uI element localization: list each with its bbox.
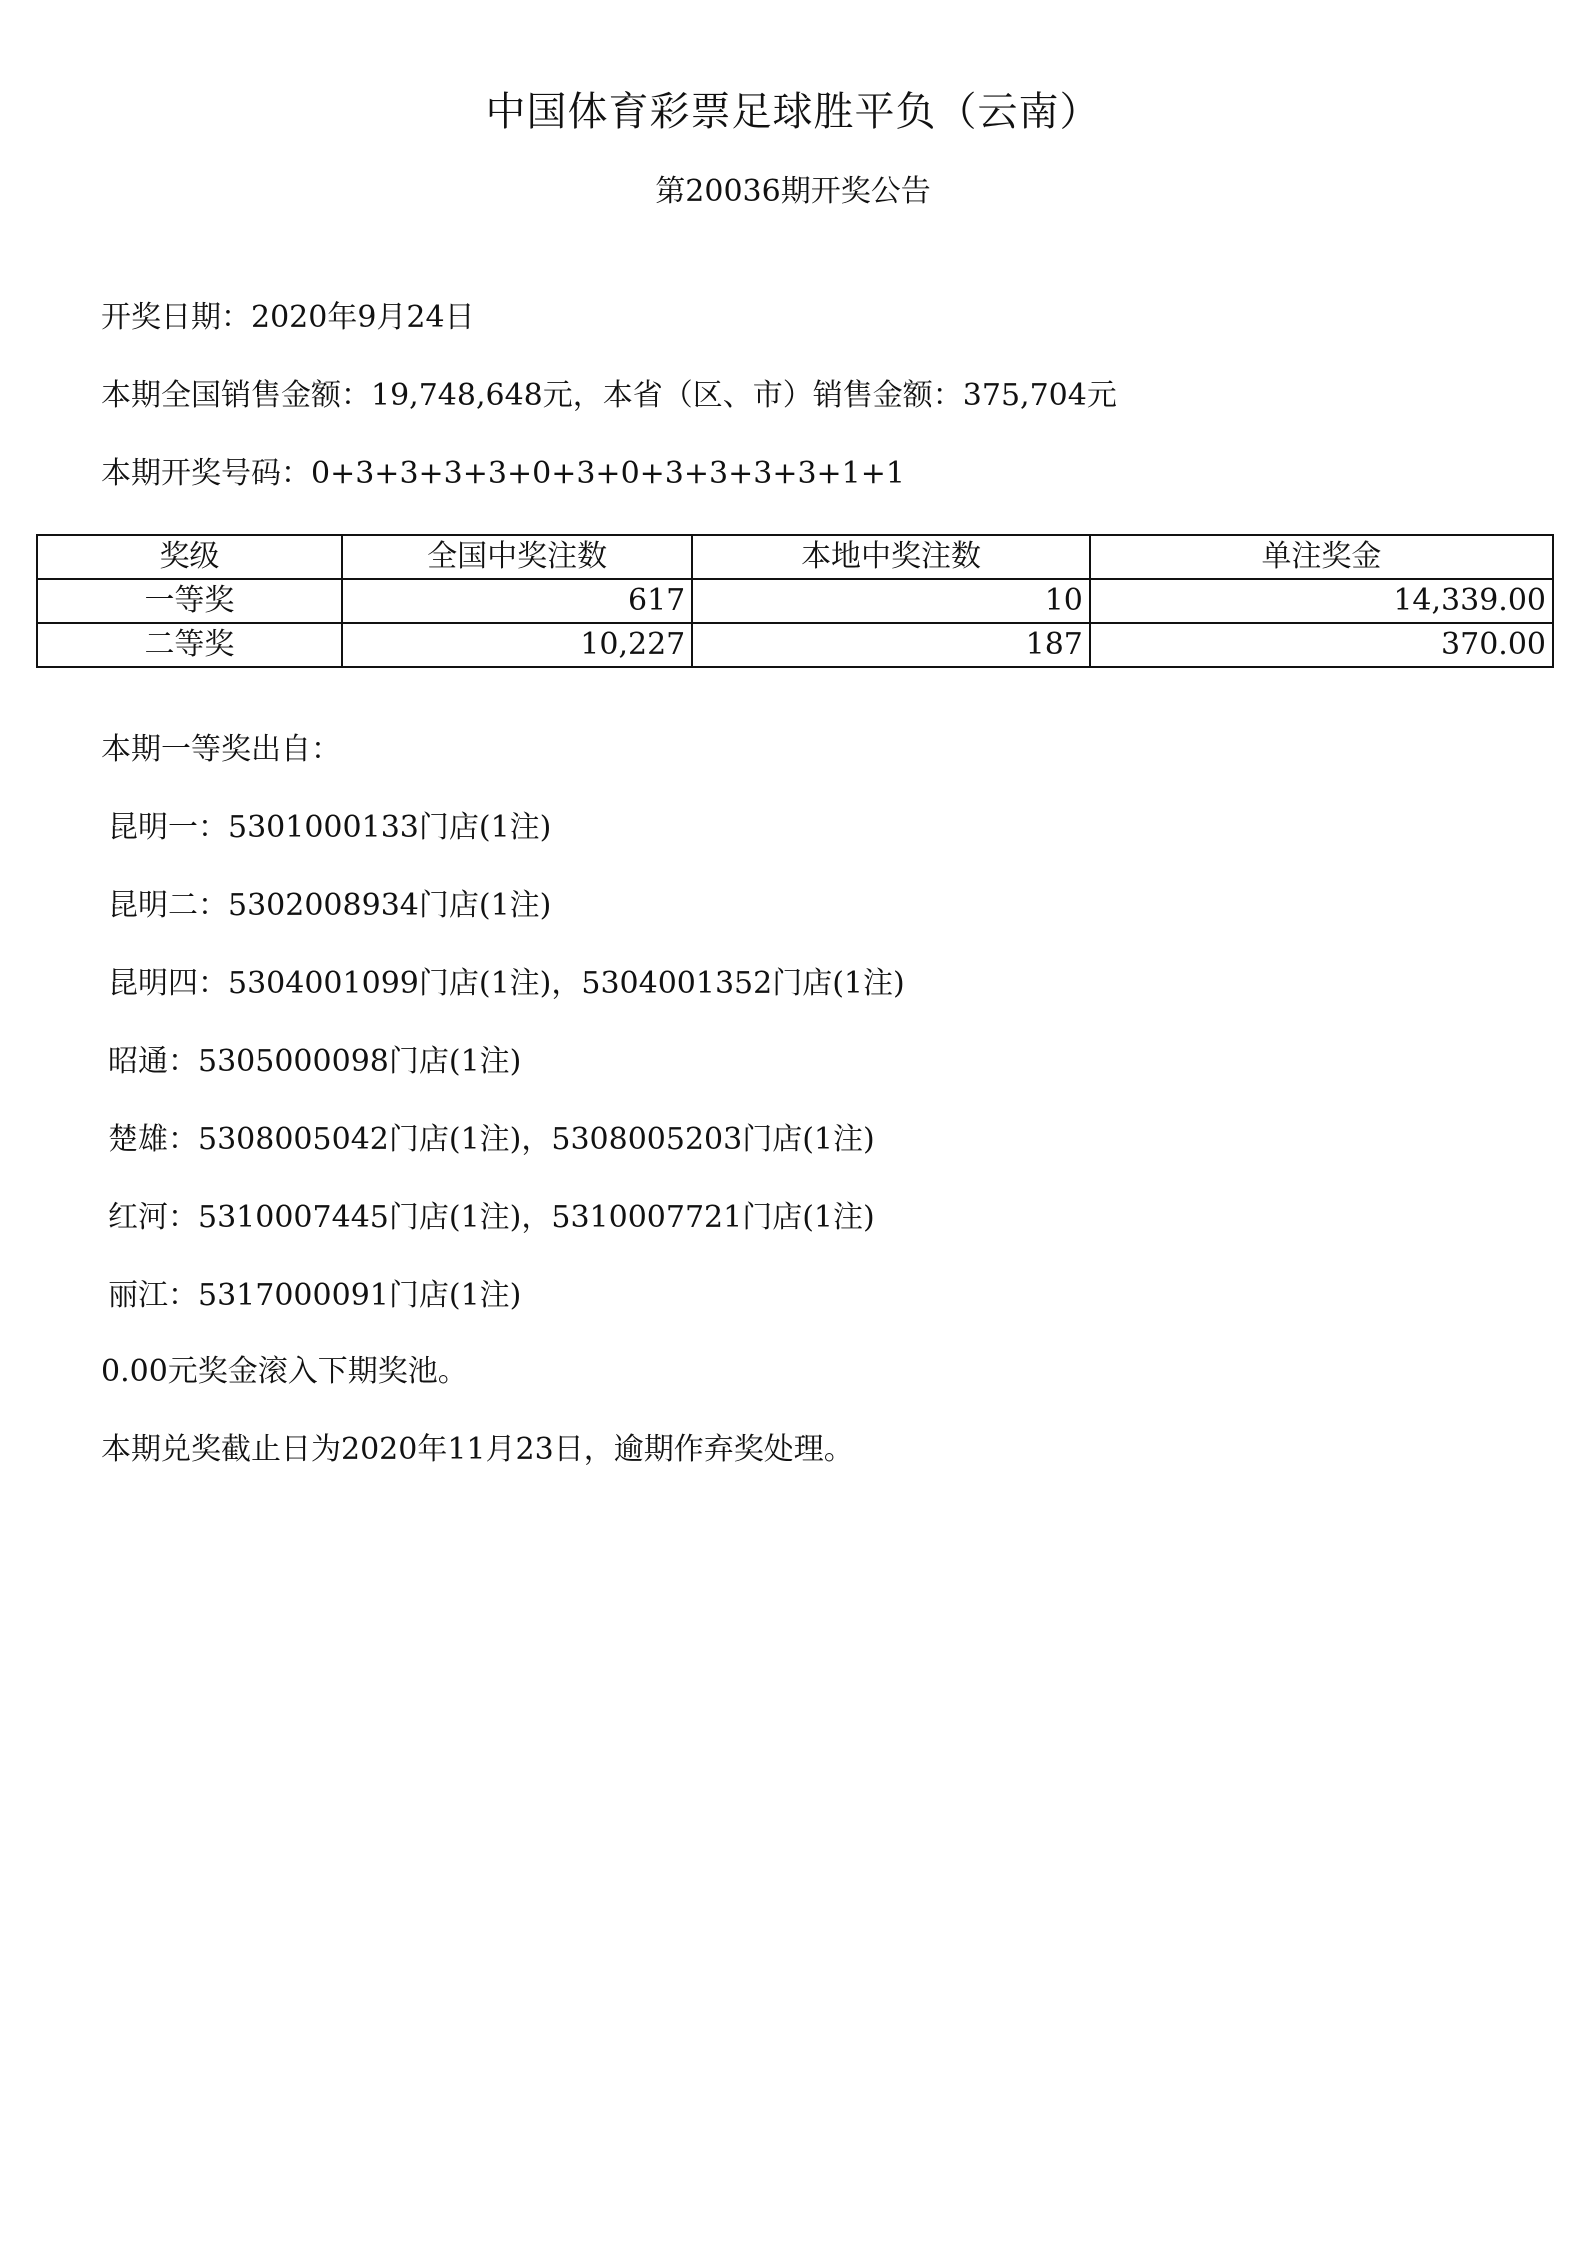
winner-item: 昆明一：5301000133门店(1注) — [108, 810, 552, 845]
winner-item: 楚雄：5308005042门店(1注)，5308005203门店(1注) — [108, 1122, 875, 1157]
winner-item: 丽江：5317000091门店(1注) — [108, 1278, 522, 1313]
deadline-note: 本期兑奖截止日为2020年11月23日，逾期作弃奖处理。 — [101, 1432, 854, 1467]
table-header-row — [37, 535, 1553, 579]
cell-local: 10 — [692, 579, 1090, 623]
cell-level: 一等奖 — [37, 579, 342, 623]
prize-table — [36, 534, 1554, 668]
header-national: 全国中奖注数 — [342, 535, 692, 579]
winning-numbers: 本期开奖号码：0+3+3+3+3+0+3+0+3+3+3+3+1+1 — [101, 456, 905, 491]
cell-prize: 14,339.00 — [1090, 579, 1553, 623]
draw-date: 开奖日期：2020年9月24日 — [101, 300, 475, 335]
rollover-note: 0.00元奖金滚入下期奖池。 — [101, 1354, 468, 1389]
sales-amount: 本期全国销售金额：19,748,648元，本省（区、市）销售金额：375,704元 — [101, 378, 1117, 413]
cell-national: 10,227 — [342, 623, 692, 667]
cell-national: 617 — [342, 579, 692, 623]
winner-item: 红河：5310007445门店(1注)，5310007721门店(1注) — [108, 1200, 875, 1235]
winners-heading: 本期一等奖出自： — [101, 732, 341, 767]
cell-local: 187 — [692, 623, 1090, 667]
header-level: 奖级 — [37, 535, 342, 579]
page-title: 中国体育彩票足球胜平负（云南） — [485, 89, 1101, 135]
winner-item: 昆明四：5304001099门店(1注)，5304001352门店(1注) — [108, 966, 905, 1001]
header-prize: 单注奖金 — [1090, 535, 1553, 579]
table-row — [37, 579, 1553, 623]
table-row — [37, 623, 1553, 667]
cell-prize: 370.00 — [1090, 623, 1553, 667]
winner-item: 昆明二：5302008934门店(1注) — [108, 888, 552, 923]
page-subtitle: 第20036期开奖公告 — [655, 174, 931, 209]
header-local: 本地中奖注数 — [692, 535, 1090, 579]
winner-item: 昭通：5305000098门店(1注) — [108, 1044, 522, 1079]
cell-level: 二等奖 — [37, 623, 342, 667]
